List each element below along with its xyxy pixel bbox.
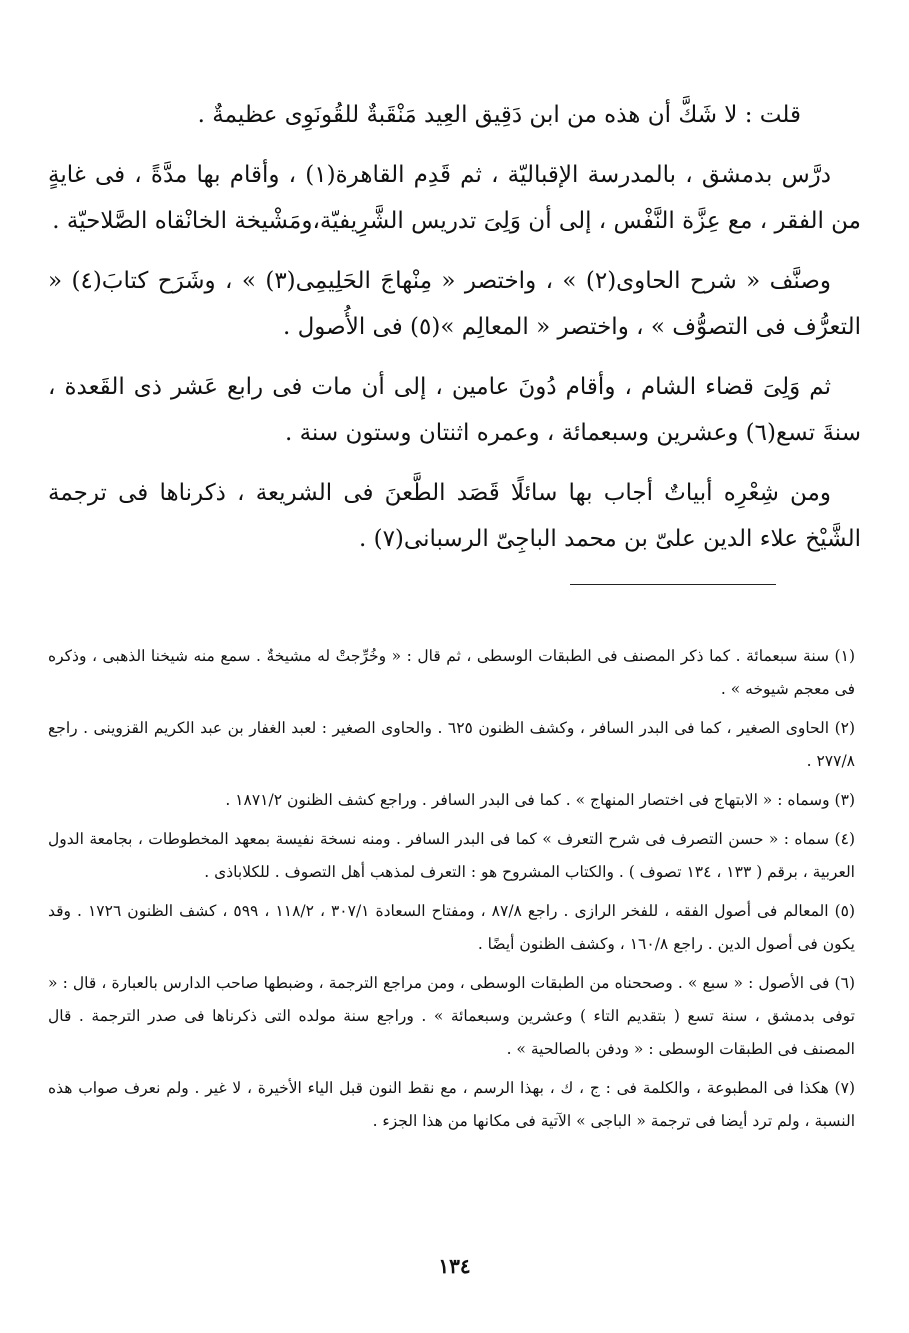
paragraph: ومن شِعْرِه أبياتٌ أجاب بها سائلًا قَصَد الطَّعنَ فى الشريعة ، ذكرناها فى ترجمة الشَّيْخ علاء الدين علىّ بن محمد الباجِىّ الرسبانى(٧) .: [48, 480, 861, 552]
paragraph: وصنَّف « شرح الحاوى(٢) » ، واختصر « مِنْهاجَ الحَلِيمِى(٣) » ، وشَرَح كتابَ(٤) « التعرُّف فى التصوُّف » ، واختصر « المعالِم »(٥) فى الأُصول .: [48, 268, 861, 340]
main-text: [48, 92, 861, 576]
footnote: (٧) هكذا فى المطبوعة ، والكلمة فى : ج ، ك ، بهذا الرسم ، مع نقط النون قبل الياء الأخيرة ، لا غير . ولم نعرف صواب هذه النسبة ، ولم ترد أيضا فى ترجمة « الباجى » الآتية فى مكانها من هذا الجزء .: [48, 1079, 855, 1130]
footnote: (٥) المعالم فى أصول الفقه ، للفخر الرازى . راجع ٨٧/٨ ، ومفتاح السعادة ٣٠٧/١ ، ١١٨/٢ ، ٥٩٩ ، كشف الظنون ١٧٢٦ . وقد يكون فى أصول الدين . راجع ١٦٠/٨ ، وكشف الظنون أيضًا .: [48, 902, 856, 953]
footnote-separator: [570, 584, 776, 585]
footnote: (٢) الحاوى الصغير ، كما فى البدر السافر ، وكشف الظنون ٦٢٥ . والحاوى الصغير : لعبد الغفار بن عبد الكريم القزوينى . راجع ٢٧٧/٨ .: [48, 719, 856, 770]
paragraph: درَّس بدمشق ، بالمدرسة الإقباليّة ، ثم قَدِم القاهرة(١) ، وأقام بها مدَّةً ، فى غايةٍ من الفقر ، مع عِزَّة النَّفْس ، إلى أن وَلِىَ تدريس الشَّرِيفيّة،ومَشْيخة الخانْقاه الصَّلاحيّة .: [48, 162, 861, 234]
page-number: ١٣٤: [438, 1254, 471, 1278]
footnotes: [48, 640, 855, 1144]
footnote: (٣) وسماه : « الابتهاج فى اختصار المنهاج » . كما فى البدر السافر . وراجع كشف الظنون ١٨٧١/٢ .: [225, 791, 855, 809]
footnote: (١) سنة سبعمائة . كما ذكر المصنف فى الطبقات الوسطى ، ثم قال : « وخُرِّجتْ له مشيخةٌ . سمع منه شيخنا الذهبى ، وذكره فى معجم شيوخه » .: [48, 647, 855, 698]
footnote: (٤) سماه : « حسن التصرف فى شرح التعرف » كما فى البدر السافر . ومنه نسخة نفيسة بمعهد المخطوطات ، بجامعة الدول العربية ، برقم ( ١٣٣ ، ١٣٤ تصوف ) . والكتاب المشروح هو : التعرف لمذهب أهل التصوف . للكلاباذى .: [48, 830, 855, 881]
footnote: (٦) فى الأصول : « سبع » . وصححناه من الطبقات الوسطى ، ومن مراجع الترجمة ، وضبطها صاحب الدارس بالعبارة ، قال : « توفى بدمشق ، سنة تسع ( بتقديم التاء ) وعشرين وسبعمائة » . وراجع سنة مولده التى ذكرناها فى صدر الترجمة . قال المصنف فى الطبقات الوسطى : « ودفن بالصالحية » .: [48, 974, 855, 1058]
paragraph: ثم وَلِىَ قضاء الشام ، وأقام دُونَ عامين ، إلى أن مات فى رابع عَشر ذى القَعدة ، سنةَ تسع(٦) وعشرين وسبعمائة ، وعمره اثنتان وستون سنة .: [48, 374, 861, 446]
paragraph: قلت : لا شَكَّ أن هذه من ابن دَقِيق العِيد مَنْقَبةٌ للقُونَوِى عظيمةٌ .: [197, 102, 801, 128]
